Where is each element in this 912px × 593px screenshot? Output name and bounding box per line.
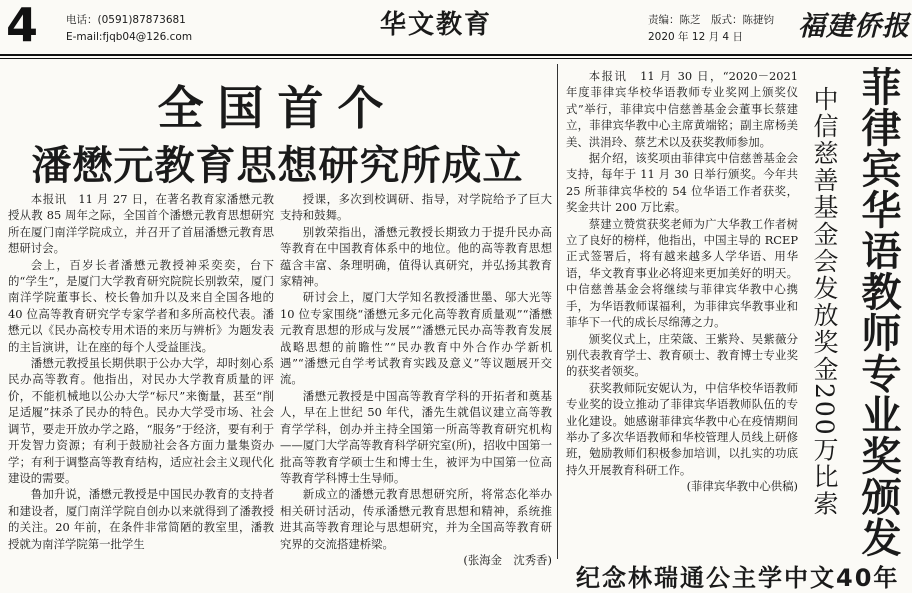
paragraph: 潘懋元教授虽长期供职于公办大学，却时刻心系民办高等教育。他指出，对民办大学教育质量的评价，不能机械地以公办大学“标尺”来衡量，甚至“削足适履”抹杀了民办的特色。民办大学受市场、社会调节，要走开放办学之路，“服务”于经济，要有利于开发智力资源；有利于鼓励社会各方面力量集资办学；有利于调整高等教育结构，适应社会主义现代化建设的需要。 xyxy=(8,356,274,485)
section-title: 华文教育 xyxy=(380,10,493,40)
paragraph: 研讨会上，厦门大学知名教授潘世墨、邬大光等 10 位专家围绕“潘懋元多元化高等教育质量观”“潘懋元教育思想的形成与发展”“潘懋元民办高等教育发展战略思想的前瞻性”“民办教育中外合作办学新机遇”“潘懋元自学考试教育实践及意义”等议题展开交流。 xyxy=(280,290,552,387)
paragraph: 新成立的潘懋元教育思想研究所，将常态化举办相关研讨活动，传承潘懋元教育思想和精神，系统推进其高等教育理论与思想研究，并为全国高等教育研究界的交流搭建桥梁。 xyxy=(280,487,552,551)
paragraph: 本报讯 11 月 30 日，“2020－2021 年度菲律宾华校华语教师专业奖网上颁奖仪式”举行，菲律宾中信慈善基金会董事长蔡建立，菲律宾华教中心主席黄端铭；副主席杨美美、洪涓玲、蔡艺术以及获奖教师参加。 xyxy=(566,69,798,149)
editors-text: 责编：陈芝 版式：陈捷钧 xyxy=(648,14,774,26)
headline-line2: 潘懋元教育思想研究所成立 xyxy=(31,143,524,189)
article1-column1 xyxy=(8,191,274,577)
phone-text: 电话：(0591)87873681 xyxy=(66,14,186,26)
header-rule-thin xyxy=(0,58,912,59)
paragraph: 颁奖仪式上，庄荣箴、王紫羚、吴紫薇分别代表教育学士、教育硕士、教育博士专业奖的获奖者领奖。 xyxy=(566,331,798,379)
paragraph: 据介绍，该奖项由菲律宾中信慈善基金会支持，每年于 11 月 30 日举行颁奖。今年共 25 所菲律宾华校的 54 位华语工作者获奖，奖金共计 200 万比索。 xyxy=(566,151,798,215)
page-number: 4 xyxy=(6,0,39,52)
article1-credit: (张海金 沈秀香) xyxy=(463,552,552,567)
article2-column xyxy=(566,68,798,516)
paragraph: 别敦荣指出，潘懋元教授长期致力于提升民办高等教育在中国教育体系中的地位。他的高等教育思想蕴含丰富、条理明确，值得认真研究，并弘扬其教育家精神。 xyxy=(280,224,552,289)
article2-credit: (菲律宾华教中心供稿) xyxy=(686,479,798,494)
article2-subheadline: 中信慈善基金会发放奖金200万比索 xyxy=(810,86,839,518)
paragraph: 会上，百岁长者潘懋元教授神采奕奕，台下的“学生”，是厦门大学教育研究院院长别敦荣，厦门南洋学院董事长、校长鲁加升以及来自全国各地的 40 位高等教育研究学专家学者和多所高校代表。潘懋元以《民办高校专用术语的来历与辨析》为题发表的主旨演讲，让在座的每个人受益匪浅。 xyxy=(8,257,274,354)
headline-line1: 全国首个 xyxy=(157,81,398,135)
date-text: 2020 年 12 月 4 日 xyxy=(648,31,743,43)
column-divider xyxy=(557,64,558,559)
bottom-teaser-headline: 纪念林瑞通公主学中文40年 xyxy=(576,564,900,592)
masthead-logo: 福建侨报 xyxy=(798,11,910,42)
contact-info xyxy=(66,12,192,46)
header-rule xyxy=(0,54,912,56)
article1-column2 xyxy=(280,191,552,577)
paragraph: 授课，多次到校调研、指导，对学院给予了巨大支持和鼓舞。 xyxy=(280,192,552,223)
paragraph: 潘懋元教授是中国高等教育学科的开拓者和奠基人，早在上世纪 50 年代，潘先生就倡议建立高等教育学学科，创办并主持全国第一所高等教育研究机构——厦门大学高等教育科学研究室(所)，招收中国第一批高等教育学硕士生和博士生，被评为中国第一位高等教育学科博士生导师。 xyxy=(280,388,552,485)
paragraph: 鲁加升说，潘懋元教授是中国民办教育的支持者和建设者，厦门南洋学院自创办以来就得到了潘教授的关注。20 年前，在条件非常简陋的教室里，潘教授就为南洋学院第一批学生 xyxy=(8,487,274,551)
email-text: E-mail:fjqb04@126.com xyxy=(66,31,193,43)
editor-info xyxy=(648,12,774,46)
paragraph: 本报讯 11 月 27 日，在著名教育家潘懋元教授从教 85 周年之际，全国首个潘懋元教育思想研究所在厦门南洋学院成立，并召开了首届潘懋元教育思想研讨会。 xyxy=(8,192,274,256)
paragraph: 获奖教师阮安妮认为，中信华校华语教师专业奖的设立推动了菲律宾华语教师队伍的专业化建设。她感谢菲律宾华教中心在疫情期间举办了多次华语教师和华校管理人员线上研修班，勉励教师们积极参加培训，以扎实的功底持久开展教育科研工作。 xyxy=(566,380,798,477)
paragraph: 蔡建立赞赏获奖老师为广大华教工作者树立了良好的榜样，他指出，中国主导的 RCEP 正式签署后，将有越来越多人学华语、用华语，华文教育事业必将迎来更加美好的明天。中信慈善基金会将继续与菲律宾华教中心携手，为华语教师谋福利，为菲律宾华教事业和菲华下一代的成长尽绵薄之力。 xyxy=(566,216,798,330)
article2-headline: 菲律宾华语教师专业奖颁发 xyxy=(855,66,901,558)
